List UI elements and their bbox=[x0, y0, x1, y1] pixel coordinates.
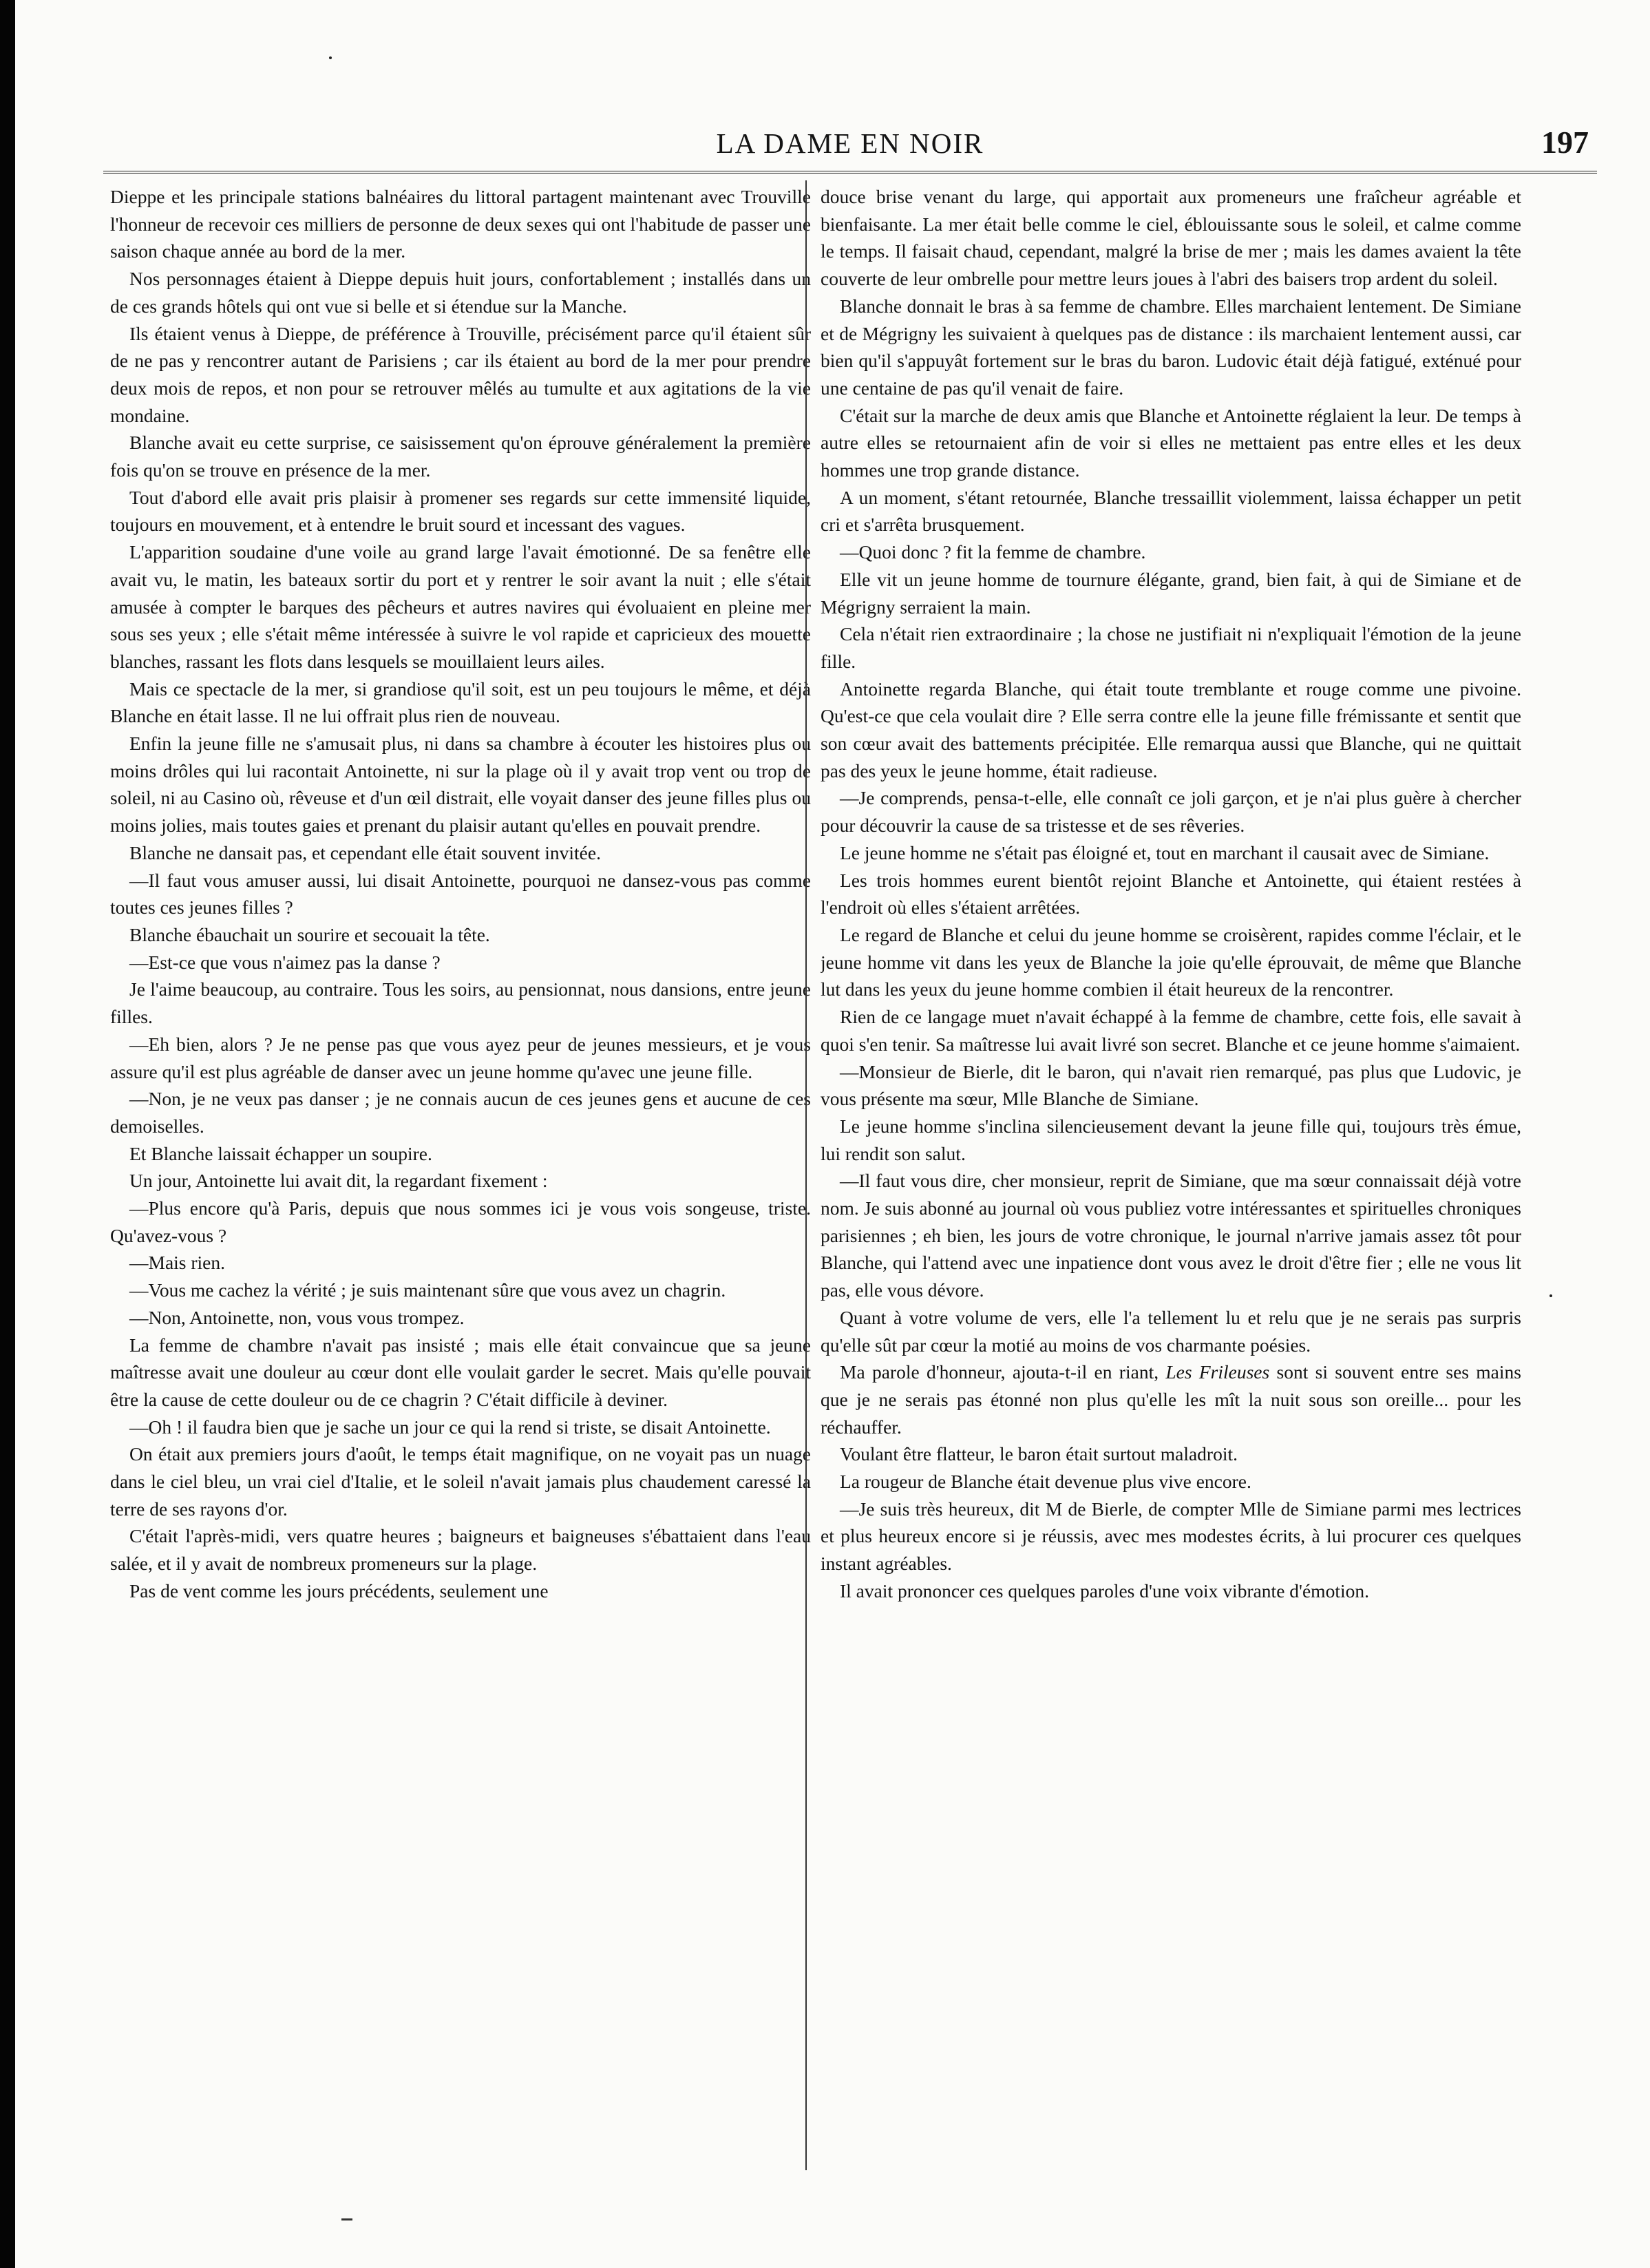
page-header bbox=[103, 124, 1597, 165]
text-column-left bbox=[110, 183, 811, 2194]
paragraph: C'était l'après-midi, vers quatre heures ; baigneurs et baigneuses s'ébattaient dans l'eau salée, et il y avait de nombreux promeneurs sur la plage. bbox=[110, 1525, 811, 1575]
paragraph: —Je comprends, pensa-t-elle, elle connaît ce joli garçon, et je n'ai plus guère à chercher pour découvrir la cause de sa tristesse et de ses rêveries. bbox=[821, 787, 1521, 837]
paragraph-text: sont si souvent entre ses mains que je ne serais pas étonné non plus qu'elle les mît la nuit sous son oreille... pour les réchauffer. bbox=[821, 1361, 1521, 1438]
paragraph: Blanche avait eu cette surprise, ce saisissement qu'on éprouve généralement la première fois qu'on se trouve en présence de la mer. bbox=[110, 432, 811, 481]
ink-speck bbox=[329, 56, 332, 59]
paragraph: Cela n'était rien extraordinaire ; la chose ne justifiait ni n'expliquait l'émotion de la jeune fille. bbox=[821, 623, 1521, 672]
scan-edge-border bbox=[0, 0, 15, 2268]
paragraph: Elle vit un jeune homme de tournure élégante, grand, bien fait, à qui de Simiane et de Mégrigny serraient la main. bbox=[821, 568, 1521, 618]
paragraph: Ils étaient venus à Dieppe, de préférence à Trouville, précisément parce qu'il étaient sûr de ne pas y rencontrer autant de Parisiens ; car ils étaient au bord de la mer pour prendre deux mois de repos, et non pour se retrouver mêlés au tumulte et aux agitations de la vie mondaine. bbox=[110, 322, 811, 426]
paragraph: —Vous me cachez la vérité ; je suis maintenant sûre que vous avez un chagrin. bbox=[129, 1279, 726, 1301]
paragraph: Les trois hommes eurent bientôt rejoint Blanche et Antoinette, qui étaient restées à l'endroit où elles s'étaient arrêtées. bbox=[821, 869, 1521, 918]
paragraph: Un jour, Antoinette lui avait dit, la regardant fixement : bbox=[129, 1170, 548, 1192]
book-title: Les Frileuses bbox=[1165, 1361, 1270, 1383]
paragraph: A un moment, s'étant retournée, Blanche tressaillit violemment, laissa échapper un petit cri et s'arrêta brusquement. bbox=[821, 486, 1521, 536]
paragraph: Il avait prononcer ces quelques paroles d'une voix vibrante d'émotion. bbox=[840, 1579, 1369, 1602]
paragraph: —Est-ce que vous n'aimez pas la danse ? bbox=[129, 951, 441, 973]
running-title: LA DAME EN NOIR bbox=[716, 127, 984, 159]
paragraph: —Oh ! il faudra bien que je sache un jour ce qui la rend si triste, se disait Antoinette. bbox=[129, 1416, 771, 1438]
paragraph: Blanche ne dansait pas, et cependant elle était souvent invitée. bbox=[129, 841, 601, 863]
paragraph: douce brise venant du large, qui apportait aux promeneurs une fraîcheur agréable et bienfaisante. La mer était belle comme le ciel, éblouissante sous le soleil, et calme comme le temps. Il faisait chaud, cependant, malgré la brise de mer ; mais les dames avaient la tête couverte de leur ombrelle pour mettre leurs joues à l'abri des baisers trop ardent du soleil. bbox=[821, 186, 1521, 290]
paragraph: C'était sur la marche de deux amis que Blanche et Antoinette réglaient la leur. De temps à autre elles se retournaient afin de voir si elles ne mettaient pas entre elles et les deux hommes une trop grande distance. bbox=[821, 404, 1521, 481]
paragraph: —Monsieur de Bierle, dit le baron, qui n'avait rien remarqué, pas plus que Ludovic, je vous présente ma sœur, Mlle Blanche de Simiane. bbox=[821, 1060, 1521, 1110]
paragraph: —Mais rien. bbox=[129, 1252, 226, 1274]
ink-speck bbox=[341, 2218, 352, 2220]
paragraph: La femme de chambre n'avait pas insisté ; mais elle était convaincue que sa jeune maîtresse avait une douleur au cœur dont elle voulait garder le secret. Mais qu'elle pouvait être la cause de cette douleur ou de ce chagrin ? C'était difficile à deviner. bbox=[110, 1334, 811, 1410]
paragraph: —Non, je ne veux pas danser ; je ne connais aucun de ces jeunes gens et aucune de ces demoiselles. bbox=[110, 1088, 811, 1137]
paragraph: —Il faut vous dire, cher monsieur, reprit de Simiane, que ma sœur connaissait déjà votre nom. Je suis abonné au journal où vous publiez votre intéressantes et spirituelles chroniques parisiennes ; eh bien, les jours de votre chronique, le journal n'arrive jamais assez tôt pour Blanche, qui l'attend avec une inpatience dont vous avez le droit d'être fier ; elle ne vous lit pas, elle vous dévore. bbox=[821, 1170, 1521, 1301]
paragraph: Enfin la jeune fille ne s'amusait plus, ni dans sa chambre à écouter les histoires plus ou moins drôles qui lui racontait Antoinette, ni sur la plage où il y avait trop vent ou trop de soleil, ni au Casino où, rêveuse et d'un œil distrait, elle voyait danser des jeune filles plus ou moins jolies, mais toutes gaies et prenant du plaisir autant qu'elles en pouvait prendre. bbox=[110, 733, 811, 837]
paragraph: Dieppe et les principale stations balnéaires du littoral partagent maintenant avec Trouville l'honneur de recevoir ces milliers de personne de deux sexes qui ont l'habitude de passer une saison chaque année au bord de la mer. bbox=[110, 186, 811, 262]
paragraph: —Quoi donc ? fit la femme de chambre. bbox=[840, 541, 1146, 563]
paragraph: Et Blanche laissait échapper un soupire. bbox=[129, 1142, 432, 1164]
paragraph: Blanche ébauchait un sourire et secouait la tête. bbox=[129, 923, 490, 945]
page-number: 197 bbox=[1541, 125, 1589, 160]
paragraph: Le regard de Blanche et celui du jeune homme se croisèrent, rapides comme l'éclair, et le jeune homme vit dans les yeux de Blanche la joie qu'elle éprouvait, de même que Blanche lut dans les yeux du jeune homme combien il était heureux de la rencontrer. bbox=[821, 923, 1521, 1000]
column-rule bbox=[805, 180, 807, 2170]
paragraph: Pas de vent comme les jours précédents, seulement une bbox=[129, 1579, 549, 1602]
paragraph: Nos personnages étaient à Dieppe depuis huit jours, confortablement ; installés dans un de ces grands hôtels qui ont vue si belle et si étendue sur la Manche. bbox=[110, 268, 811, 317]
paragraph: —Non, Antoinette, non, vous vous trompez. bbox=[129, 1306, 465, 1328]
paragraph: La rougeur de Blanche était devenue plus vive encore. bbox=[840, 1471, 1251, 1493]
paragraph: L'apparition soudaine d'une voile au grand large l'avait émotionné. De sa fenêtre elle avait vu, le matin, les bateaux sortir du port et y rentrer le soir avant la nuit ; elle s'était amusée à compter le barques des pêcheurs et autres navires qui évoluaient en pleine mer sous ses yeux ; elle s'était même intéressée à suivre le vol rapide et capricieux des mouette blanches, rassant les flots dans lesquels se mouillaient leurs ailes. bbox=[110, 541, 811, 672]
paragraph-with-title bbox=[821, 1358, 1521, 1440]
paragraph: Tout d'abord elle avait pris plaisir à promener ses regards sur cette immensité liquide, toujours en mouvement, et à entendre le bruit sourd et incessant des vagues. bbox=[110, 486, 811, 536]
paragraph: Mais ce spectacle de la mer, si grandiose qu'il soit, est un peu toujours le même, et déjà Blanche en était lasse. Il ne lui offrait plus rien de nouveau. bbox=[110, 678, 811, 727]
paragraph: Blanche donnait le bras à sa femme de chambre. Elles marchaient lentement. De Simiane et de Mégrigny les suivaient à quelques pas de distance : ils marchaient lentement aussi, car bien qu'il s'appuyât fortement sur le bras du baron. Ludovic était déjà fatigué, exténué pour une centaine de pas qu'il venait de faire. bbox=[821, 295, 1521, 399]
paragraph: —Je suis très heureux, dit M de Bierle, de compter Mlle de Simiane parmi mes lectrices et plus heureux encore si je réussis, avec mes modestes écrits, à lui procurer ces quelques instant agréables. bbox=[821, 1498, 1521, 1575]
paragraph: Quant à votre volume de vers, elle l'a tellement lu et relu que je ne serais pas surpris qu'elle sût par cœur la motié au moins de vos charmante poésies. bbox=[821, 1306, 1521, 1356]
text-column-right bbox=[821, 183, 1521, 2194]
paragraph: Je l'aime beaucoup, au contraire. Tous les soirs, au pensionnat, nous dansions, entre jeune filles. bbox=[110, 978, 811, 1028]
paragraph: —Eh bien, alors ? Je ne pense pas que vous ayez peur de jeunes messieurs, et je vous assure qu'il est plus agréable de danser avec un jeune homme qu'avec une jeune fille. bbox=[110, 1033, 811, 1082]
paragraph: —Plus encore qu'à Paris, depuis que nous sommes ici je vous vois songeuse, triste. Qu'avez-vous ? bbox=[110, 1197, 811, 1246]
paragraph-text: Ma parole d'honneur, ajouta-t-il en riant, bbox=[840, 1361, 1166, 1383]
paragraph: —Il faut vous amuser aussi, lui disait Antoinette, pourquoi ne dansez-vous pas comme toutes ces jeunes filles ? bbox=[110, 869, 811, 918]
paragraph: Le jeune homme ne s'était pas éloigné et, tout en marchant il causait avec de Simiane. bbox=[840, 841, 1490, 863]
header-rule bbox=[103, 171, 1597, 174]
ink-speck bbox=[1549, 1294, 1552, 1297]
paragraph: Voulant être flatteur, le baron était surtout maladroit. bbox=[840, 1443, 1238, 1465]
paragraph: Antoinette regarda Blanche, qui était toute tremblante et rouge comme une pivoine. Qu'est-ce que cela voulait dire ? Elle serra contre elle la jeune fille frémissante et sentit que son cœur avait des battements précipitée. Elle remarqua aussi que Blanche, qui ne quittait pas des yeux le jeune homme, était radieuse. bbox=[821, 678, 1521, 781]
paragraph: On était aux premiers jours d'août, le temps était magnifique, on ne voyait pas un nuage dans le ciel bleu, un vrai ciel d'Italie, et le soleil n'avait jamais plus chaudement caressé la terre de ses rayons d'or. bbox=[110, 1443, 811, 1520]
paragraph: Rien de ce langage muet n'avait échappé à la femme de chambre, cette fois, elle savait à quoi s'en tenir. Sa maîtresse lui avait livré son secret. Blanche et ce jeune homme s'aimaient. bbox=[821, 1006, 1521, 1055]
paragraph: Le jeune homme s'inclina silencieusement devant la jeune fille qui, toujours très émue, lui rendit son salut. bbox=[821, 1115, 1521, 1164]
